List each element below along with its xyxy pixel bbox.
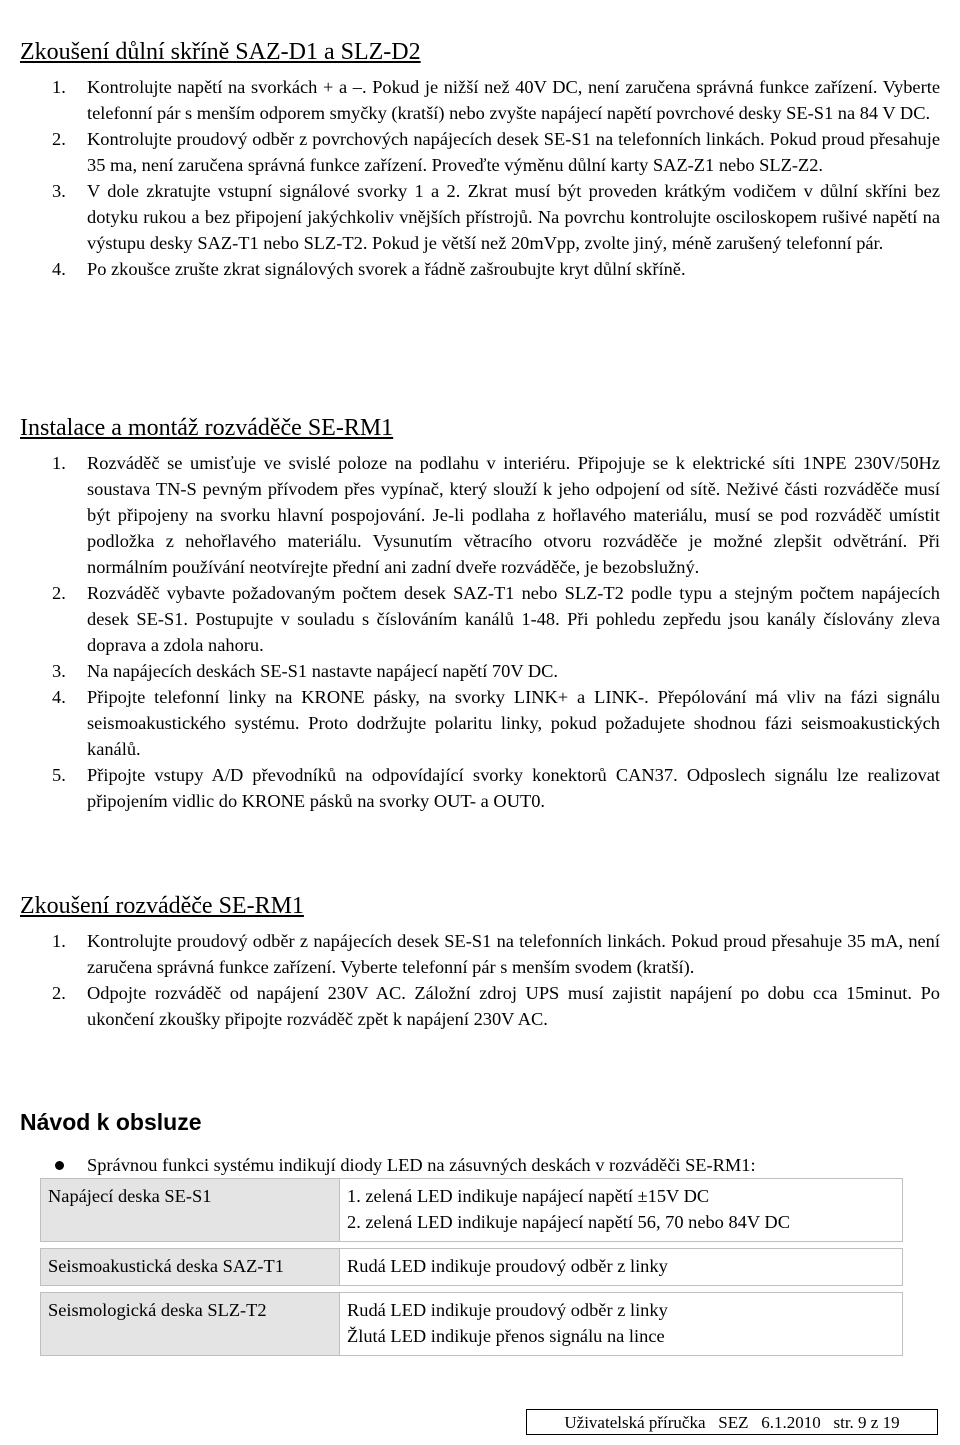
board-name: Seismologická deska SLZ-T2 bbox=[41, 1293, 340, 1356]
list-item bbox=[20, 684, 940, 762]
item-number: 3. bbox=[52, 661, 66, 681]
led-line: Rudá LED indikuje proudový odběr z linky bbox=[347, 1256, 668, 1276]
bullet-text: Správnou funkci systému indikují diody LED na zásuvných deskách v rozváděči SE-RM1: bbox=[87, 1155, 756, 1175]
numbered-list bbox=[20, 928, 940, 1032]
item-number: 1. bbox=[52, 931, 66, 951]
list-item bbox=[20, 658, 940, 684]
table-row bbox=[41, 1293, 903, 1356]
numbered-list bbox=[20, 450, 940, 814]
list-item bbox=[20, 580, 940, 658]
item-text: Kontrolujte proudový odběr z povrchových napájecích desek SE-S1 na telefonních linkách. Pokud proud přesahuje 35 ma, není zaručena správná funkce zařízení. Proveďte výměnu důlní karty SAZ-Z1 nebo SLZ-Z2. bbox=[87, 129, 940, 175]
section-title: Zkoušení rozváděče SE-RM1 bbox=[20, 893, 304, 919]
led-description bbox=[340, 1249, 903, 1286]
numbered-list bbox=[20, 74, 940, 282]
item-number: 1. bbox=[52, 77, 66, 97]
item-number: 2. bbox=[52, 983, 66, 1003]
list-item bbox=[20, 980, 940, 1032]
section-operation bbox=[20, 1107, 201, 1137]
item-number: 2. bbox=[52, 583, 66, 603]
section-title: Zkoušení důlní skříně SAZ-D1 a SLZ-D2 bbox=[20, 39, 421, 65]
item-text: Po zkoušce zrušte zkrat signálových svorek a řádně zašroubujte kryt důlní skříně. bbox=[87, 259, 686, 279]
led-table bbox=[40, 1178, 903, 1356]
table-spacer bbox=[41, 1286, 903, 1293]
board-name: Napájecí deska SE-S1 bbox=[41, 1179, 340, 1242]
board-name: Seismoakustická deska SAZ-T1 bbox=[41, 1249, 340, 1286]
list-item bbox=[20, 450, 940, 580]
list-item bbox=[20, 762, 940, 814]
section-test-mine-box bbox=[20, 37, 940, 282]
item-number: 1. bbox=[52, 453, 66, 473]
list-item bbox=[20, 178, 940, 256]
list-item bbox=[20, 256, 940, 282]
led-line: 2. zelená LED indikuje napájecí napětí 56, 70 nebo 84V DC bbox=[347, 1212, 790, 1232]
item-number: 2. bbox=[52, 129, 66, 149]
list-item bbox=[20, 928, 940, 980]
list-item bbox=[20, 74, 940, 126]
table-row bbox=[41, 1179, 903, 1242]
item-text: Rozváděč se umisťuje ve svislé poloze na podlahu v interiéru. Připojuje se k elektrické síti 1NPE 230V/50Hz soustava TN-S pevným přívodem přes vypínač, který slouží k jeho odpojení od sítě. Neživé části rozváděče musí být připojeny na svorku hlavní pospojování. Je-li podlaha z hořlavého materiálu, musí se pod rozváděč umístit podložka z nehořlavého materiálu. Vysunutím větracího otvoru rozváděče je možné zlepšit odvětrání. Při normálním používání neotvírejte přední ani zadní dveře rozváděče, je bezobslužný. bbox=[87, 453, 940, 577]
item-text: Odpojte rozváděč od napájení 230V AC. Záložní zdroj UPS musí zajistit napájení po dobu cca 15minut. Po ukončení zkoušky připojte rozváděč zpět k napájení 230V AC. bbox=[87, 983, 940, 1029]
list-item bbox=[20, 126, 940, 178]
page-footer: Uživatelská příručka SEZ 6.1.2010 str. 9 z 19 bbox=[526, 1409, 938, 1435]
item-text: Kontrolujte napětí na svorkách + a –. Pokud je nižší než 40V DC, není zaručena správná funkce zařízení. Vyberte telefonní pár s menším odporem smyčky (kratší) nebo zvyšte napájecí napětí povrchové desky SE-S1 na 84 V DC. bbox=[87, 77, 940, 123]
item-text: Připojte vstupy A/D převodníků na odpovídající svorky konektorů CAN37. Odposlech signálu lze realizovat připojením vidlic do KRONE pásků na svorky OUT- a OUT0. bbox=[87, 765, 940, 811]
table-row bbox=[41, 1249, 903, 1286]
item-text: Na napájecích deskách SE-S1 nastavte napájecí napětí 70V DC. bbox=[87, 661, 559, 681]
item-text: Připojte telefonní linky na KRONE pásky, na svorky LINK+ a LINK-. Přepólování má vliv na fázi signálu seismoakustického systému. Proto dodržujte polaritu linky, pokud požadujete shodnou fázi seismoakustických kanálů. bbox=[87, 687, 940, 759]
item-text: V dole zkratujte vstupní signálové svorky 1 a 2. Zkrat musí být proveden krátkým vodičem v důlní skříni bez dotyku rukou a bez připojení jakýchkoliv vnějších přístrojů. Na povrchu kontrolujte osciloskopem rušivé napětí na výstupu desky SAZ-T1 nebo SLZ-T2. Pokud je větší než 20mVpp, zvolte jiný, méně zarušený telefonní pár. bbox=[87, 181, 940, 253]
bullet-icon bbox=[55, 1161, 64, 1170]
led-description bbox=[340, 1179, 903, 1242]
section-title: Instalace a montáž rozváděče SE-RM1 bbox=[20, 415, 394, 441]
section-installation bbox=[20, 413, 940, 814]
led-line: Rudá LED indikuje proudový odběr z linky bbox=[347, 1300, 668, 1320]
item-text: Kontrolujte proudový odběr z napájecích desek SE-S1 na telefonních linkách. Pokud proud přesahuje 35 mA, není zaručena správná funkce zařízení. Vyberte telefonní pár s menším svodem (kratší). bbox=[87, 931, 940, 977]
table-spacer bbox=[41, 1242, 903, 1249]
item-text: Rozváděč vybavte požadovaným počtem desek SAZ-T1 nebo SLZ-T2 podle typu a stejným počtem napájecích desek SE-S1. Postupujte v souladu s číslováním kanálů 1-48. Při pohledu zepředu jsou kanály číslovány zleva doprava a zdola nahoru. bbox=[87, 583, 940, 655]
item-number: 4. bbox=[52, 259, 66, 279]
item-number: 4. bbox=[52, 687, 66, 707]
led-description bbox=[340, 1293, 903, 1356]
item-number: 5. bbox=[52, 765, 66, 785]
led-line: Žlutá LED indikuje přenos signálu na lince bbox=[347, 1326, 665, 1346]
section-test-cabinet bbox=[20, 891, 940, 1032]
section-title: Návod k obsluze bbox=[20, 1109, 202, 1135]
led-line: 1. zelená LED indikuje napájecí napětí ±15V DC bbox=[347, 1186, 710, 1206]
item-number: 3. bbox=[52, 181, 66, 201]
